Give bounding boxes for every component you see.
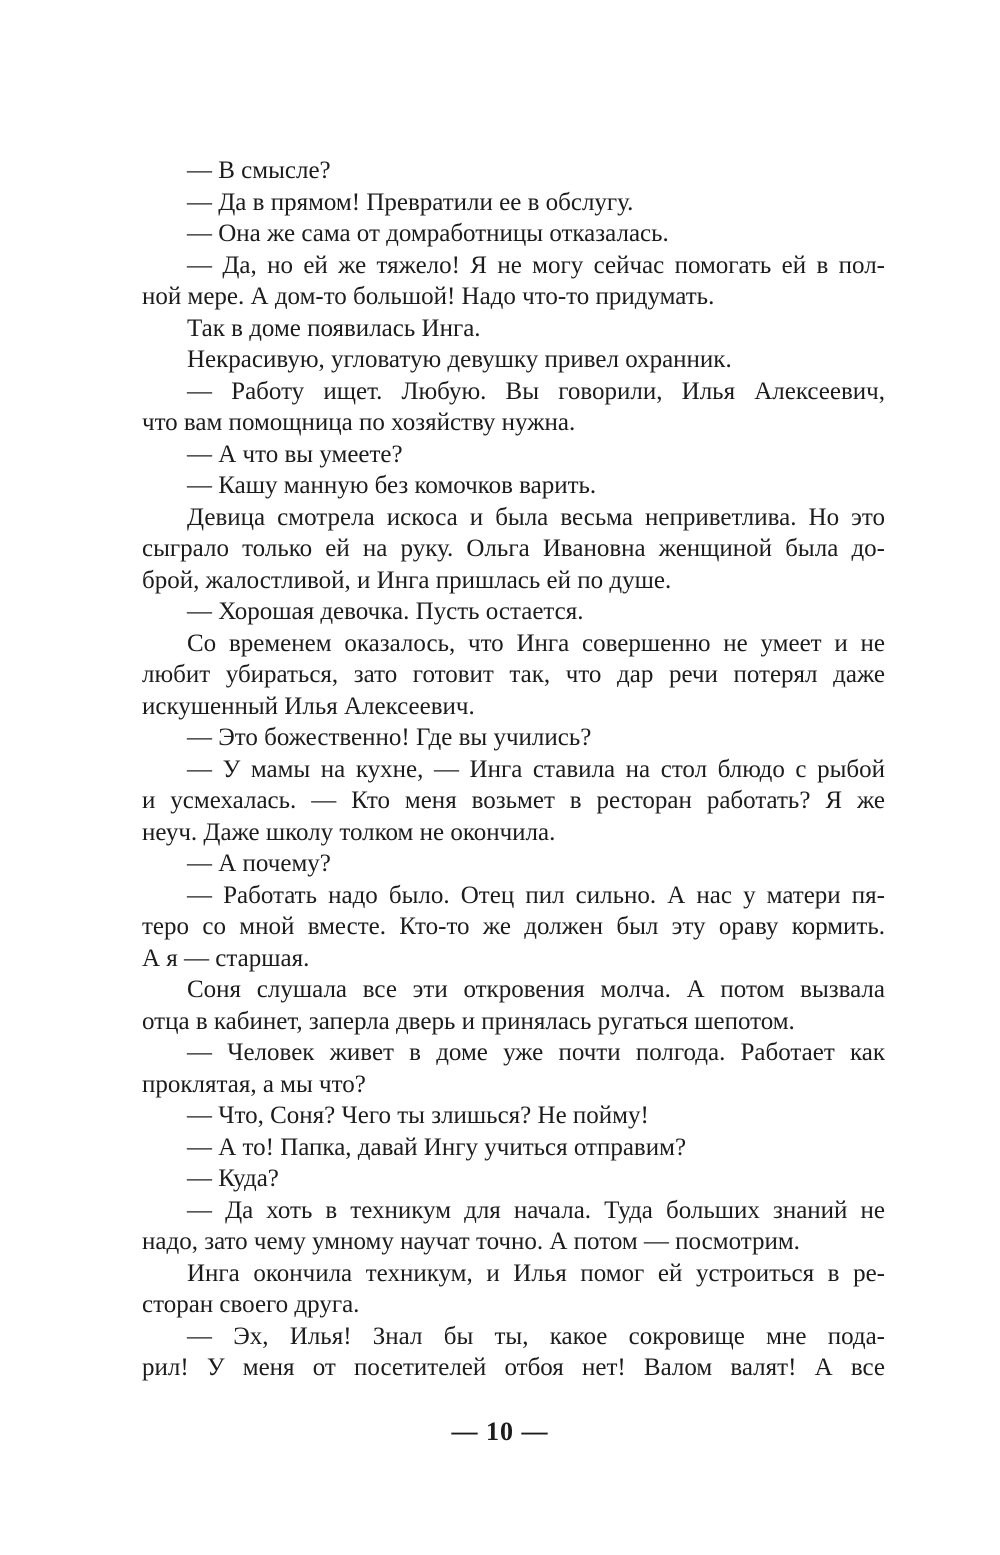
page-number: — 10 — (451, 1417, 549, 1446)
text-line: — Да, но ей же тяжело! Я не могу сейчас помогать ей в пол- (187, 251, 885, 279)
text-line: — Работать надо было. Отец пил сильно. А нас у матери пя- (187, 881, 885, 909)
text-line: — А что вы умеете? (187, 440, 403, 468)
text-line: — Работу ищет. Любую. Вы говорили, Илья Алексеевич, (187, 377, 885, 405)
text-line: — Хорошая девочка. Пусть остается. (187, 598, 584, 625)
text-line: — Она же сама от домработницы отказалась. (187, 220, 669, 247)
text-line: любит убираться, зато готовит так, что дар речи потерял даже (142, 661, 885, 688)
text-line: и усмехалась. — Кто меня возьмет в ресторан работать? Я же (142, 787, 885, 814)
text-line: — Что, Соня? Чего ты злишься? Не пойму! (187, 1102, 649, 1129)
text-line: Соня слушала все эти откровения молча. А потом вызвала (187, 976, 885, 1003)
text-line: — Кашу манную без комочков варить. (187, 472, 597, 499)
text-line: что вам помощница по хозяйству нужна. (142, 409, 576, 436)
text-line: сыграло только ей на руку. Ольга Ивановна женщиной была до- (142, 535, 885, 562)
text-line: А я — старшая. (142, 944, 310, 972)
text-line: — Это божественно! Где вы учились? (187, 724, 592, 751)
text-line: сторан своего друга. (142, 1291, 360, 1318)
text-line: — А то! Папка, давай Ингу учиться отправим? (187, 1133, 687, 1161)
text-line: Со временем оказалось, что Инга совершенно не умеет и не (187, 629, 885, 657)
text-line: ной мере. А дом-то большой! Надо что-то придумать. (142, 283, 715, 310)
text-line: Так в доме появилась Инга. (187, 314, 481, 342)
text-line: — Человек живет в доме уже почти полгода. Работает как (187, 1039, 885, 1066)
text-line: — Да в прямом! Превратили ее в обслугу. (187, 188, 634, 216)
text-line: — У мамы на кухне, — Инга ставила на стол блюдо с рыбой (187, 755, 885, 783)
text-line: — Куда? (187, 1165, 279, 1192)
text-line: искушенный Илья Алексеевич. (142, 692, 475, 720)
text-line: надо, зато чему умному научат точно. А потом — посмотрим. (142, 1228, 800, 1255)
text-line: рил! У меня от посетителей отбоя нет! Валом валят! А все (142, 1354, 885, 1381)
text-line: — А почему? (187, 850, 331, 877)
text-line: — Эх, Илья! Знал бы ты, какое сокровище мне пода- (187, 1322, 885, 1350)
text-line: Некрасивую, угловатую девушку привел охранник. (187, 346, 732, 373)
text-line: неуч. Даже школу толком не окончила. (142, 818, 556, 846)
text-line: Инга окончила техникум, и Илья помог ей устроиться в ре- (187, 1259, 885, 1287)
text-line: проклятая, а мы что? (142, 1070, 366, 1098)
text-line: — В смысле? (187, 157, 331, 184)
body-text (142, 155, 885, 1384)
text-line: теро со мной вместе. Кто-то же должен был эту ораву кормить. (142, 913, 885, 940)
text-line: — Да хоть в техникум для начала. Туда больших знаний не (187, 1196, 885, 1224)
text-line: отца в кабинет, заперла дверь и принялась ругаться шепотом. (142, 1007, 795, 1035)
text-line: Девица смотрела искоса и была весьма неприветлива. Но это (187, 503, 885, 531)
text-line: брой, жалостливой, и Инга пришлась ей по душе. (142, 566, 672, 594)
